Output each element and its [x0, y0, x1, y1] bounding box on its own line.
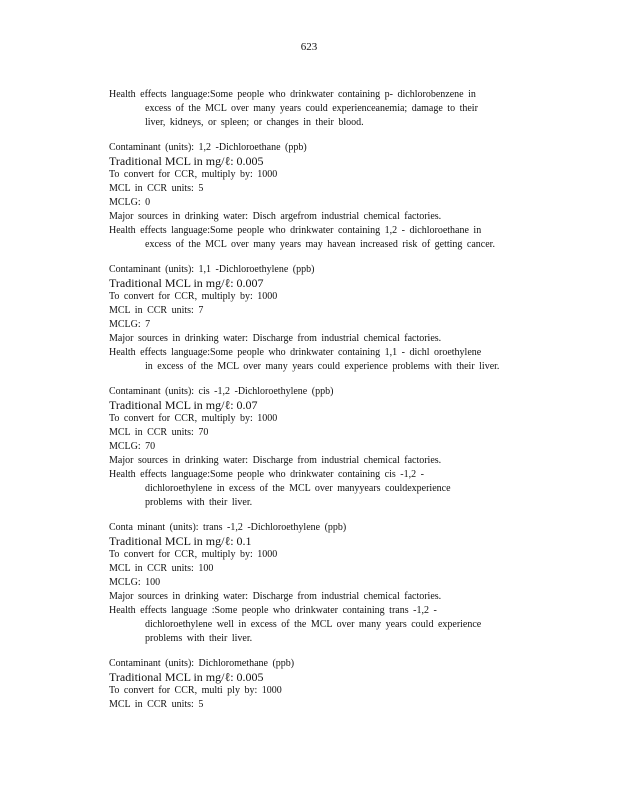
ccr-units-line: MCL in CCR units: 100 — [109, 563, 214, 574]
health-effects-line: Health effects language:Some people who drinkwater containing 1,2 - dichloroethane in — [109, 225, 482, 236]
health-effects-line: Health effects language:Some people who drinkwater containing 1,1 - dichl oroethylene — [109, 347, 482, 358]
convert-line: To convert for CCR, multiply by: 1000 — [109, 549, 278, 560]
health-effects-line: excess of the MCL over many years could experienceanemia; damage to their — [145, 103, 478, 114]
health-effects-line: in excess of the MCL over many years could experience problems with their liver. — [145, 361, 500, 372]
health-effects-line: liver, kidneys, or spleen; or changes in their blood. — [145, 117, 364, 128]
health-effects-line: problems with their liver. — [145, 633, 253, 644]
contaminant-block-3 — [109, 385, 549, 510]
convert-line: To convert for CCR, multiply by: 1000 — [109, 413, 278, 424]
ccr-units-line: MCL in CCR units: 5 — [109, 183, 204, 194]
sources-line: Major sources in drinking water: Disch argefrom industrial chemical factories. — [109, 211, 442, 222]
ccr-units-line: MCL in CCR units: 70 — [109, 427, 209, 438]
traditional-mcl: Traditional MCL in mg/ℓ: 0.007 — [109, 276, 264, 290]
health-effects-line: dichloroethylene well in excess of the MCL over many years could experience — [145, 619, 482, 630]
traditional-mcl: Traditional MCL in mg/ℓ: 0.07 — [109, 398, 258, 412]
ccr-units-line: MCL in CCR units: 7 — [109, 305, 204, 316]
sources-line: Major sources in drinking water: Discharge from industrial chemical factories. — [109, 333, 442, 344]
mclg-line: MCLG: 100 — [109, 577, 161, 588]
ccr-units-line: MCL in CCR units: 5 — [109, 699, 204, 710]
traditional-mcl: Traditional MCL in mg/ℓ: 0.005 — [109, 670, 264, 684]
contaminant-line: Conta minant (units): trans -1,2 -Dichloroethylene (ppb) — [109, 522, 347, 533]
health-effects-line: dichloroethylene in excess of the MCL over manyyears couldexperience — [145, 483, 451, 494]
contaminant-line: Contaminant (units): cis -1,2 -Dichloroethylene (ppb) — [109, 386, 334, 397]
mclg-line: MCLG: 0 — [109, 197, 151, 208]
contaminant-line: Contaminant (units): 1,2 -Dichloroethane (ppb) — [109, 142, 307, 153]
document-body — [109, 88, 549, 723]
contaminant-block-4 — [109, 521, 549, 646]
sources-line: Major sources in drinking water: Discharge from industrial chemical factories. — [109, 455, 442, 466]
page-number: 623 — [300, 41, 318, 53]
intro-health-effects — [109, 88, 549, 130]
health-effects-line: Health effects language :Some people who drinkwater containing trans -1,2 - — [109, 605, 437, 616]
contaminant-block-2 — [109, 263, 549, 374]
health-effects-line: problems with their liver. — [145, 497, 253, 508]
mclg-line: MCLG: 7 — [109, 319, 151, 330]
convert-line: To convert for CCR, multiply by: 1000 — [109, 169, 278, 180]
contaminant-line: Contaminant (units): 1,1 -Dichloroethylene (ppb) — [109, 264, 315, 275]
mclg-line: MCLG: 70 — [109, 441, 156, 452]
sources-line: Major sources in drinking water: Discharge from industrial chemical factories. — [109, 591, 442, 602]
contaminant-block-5 — [109, 657, 549, 712]
health-effects-line: Health effects language:Some people who drinkwater containing cis -1,2 - — [109, 469, 424, 480]
contaminant-line: Contaminant (units): Dichloromethane (ppb) — [109, 658, 295, 669]
traditional-mcl: Traditional MCL in mg/ℓ: 0.005 — [109, 154, 264, 168]
traditional-mcl: Traditional MCL in mg/ℓ: 0.1 — [109, 534, 252, 548]
convert-line: To convert for CCR, multiply by: 1000 — [109, 291, 278, 302]
convert-line: To convert for CCR, multi ply by: 1000 — [109, 685, 282, 696]
contaminant-block-1 — [109, 141, 549, 252]
health-effects-line: excess of the MCL over many years may havean increased risk of getting cancer. — [145, 239, 495, 250]
health-effects-line: Health effects language:Some people who drinkwater containing p- dichlorobenzene in — [109, 89, 476, 100]
